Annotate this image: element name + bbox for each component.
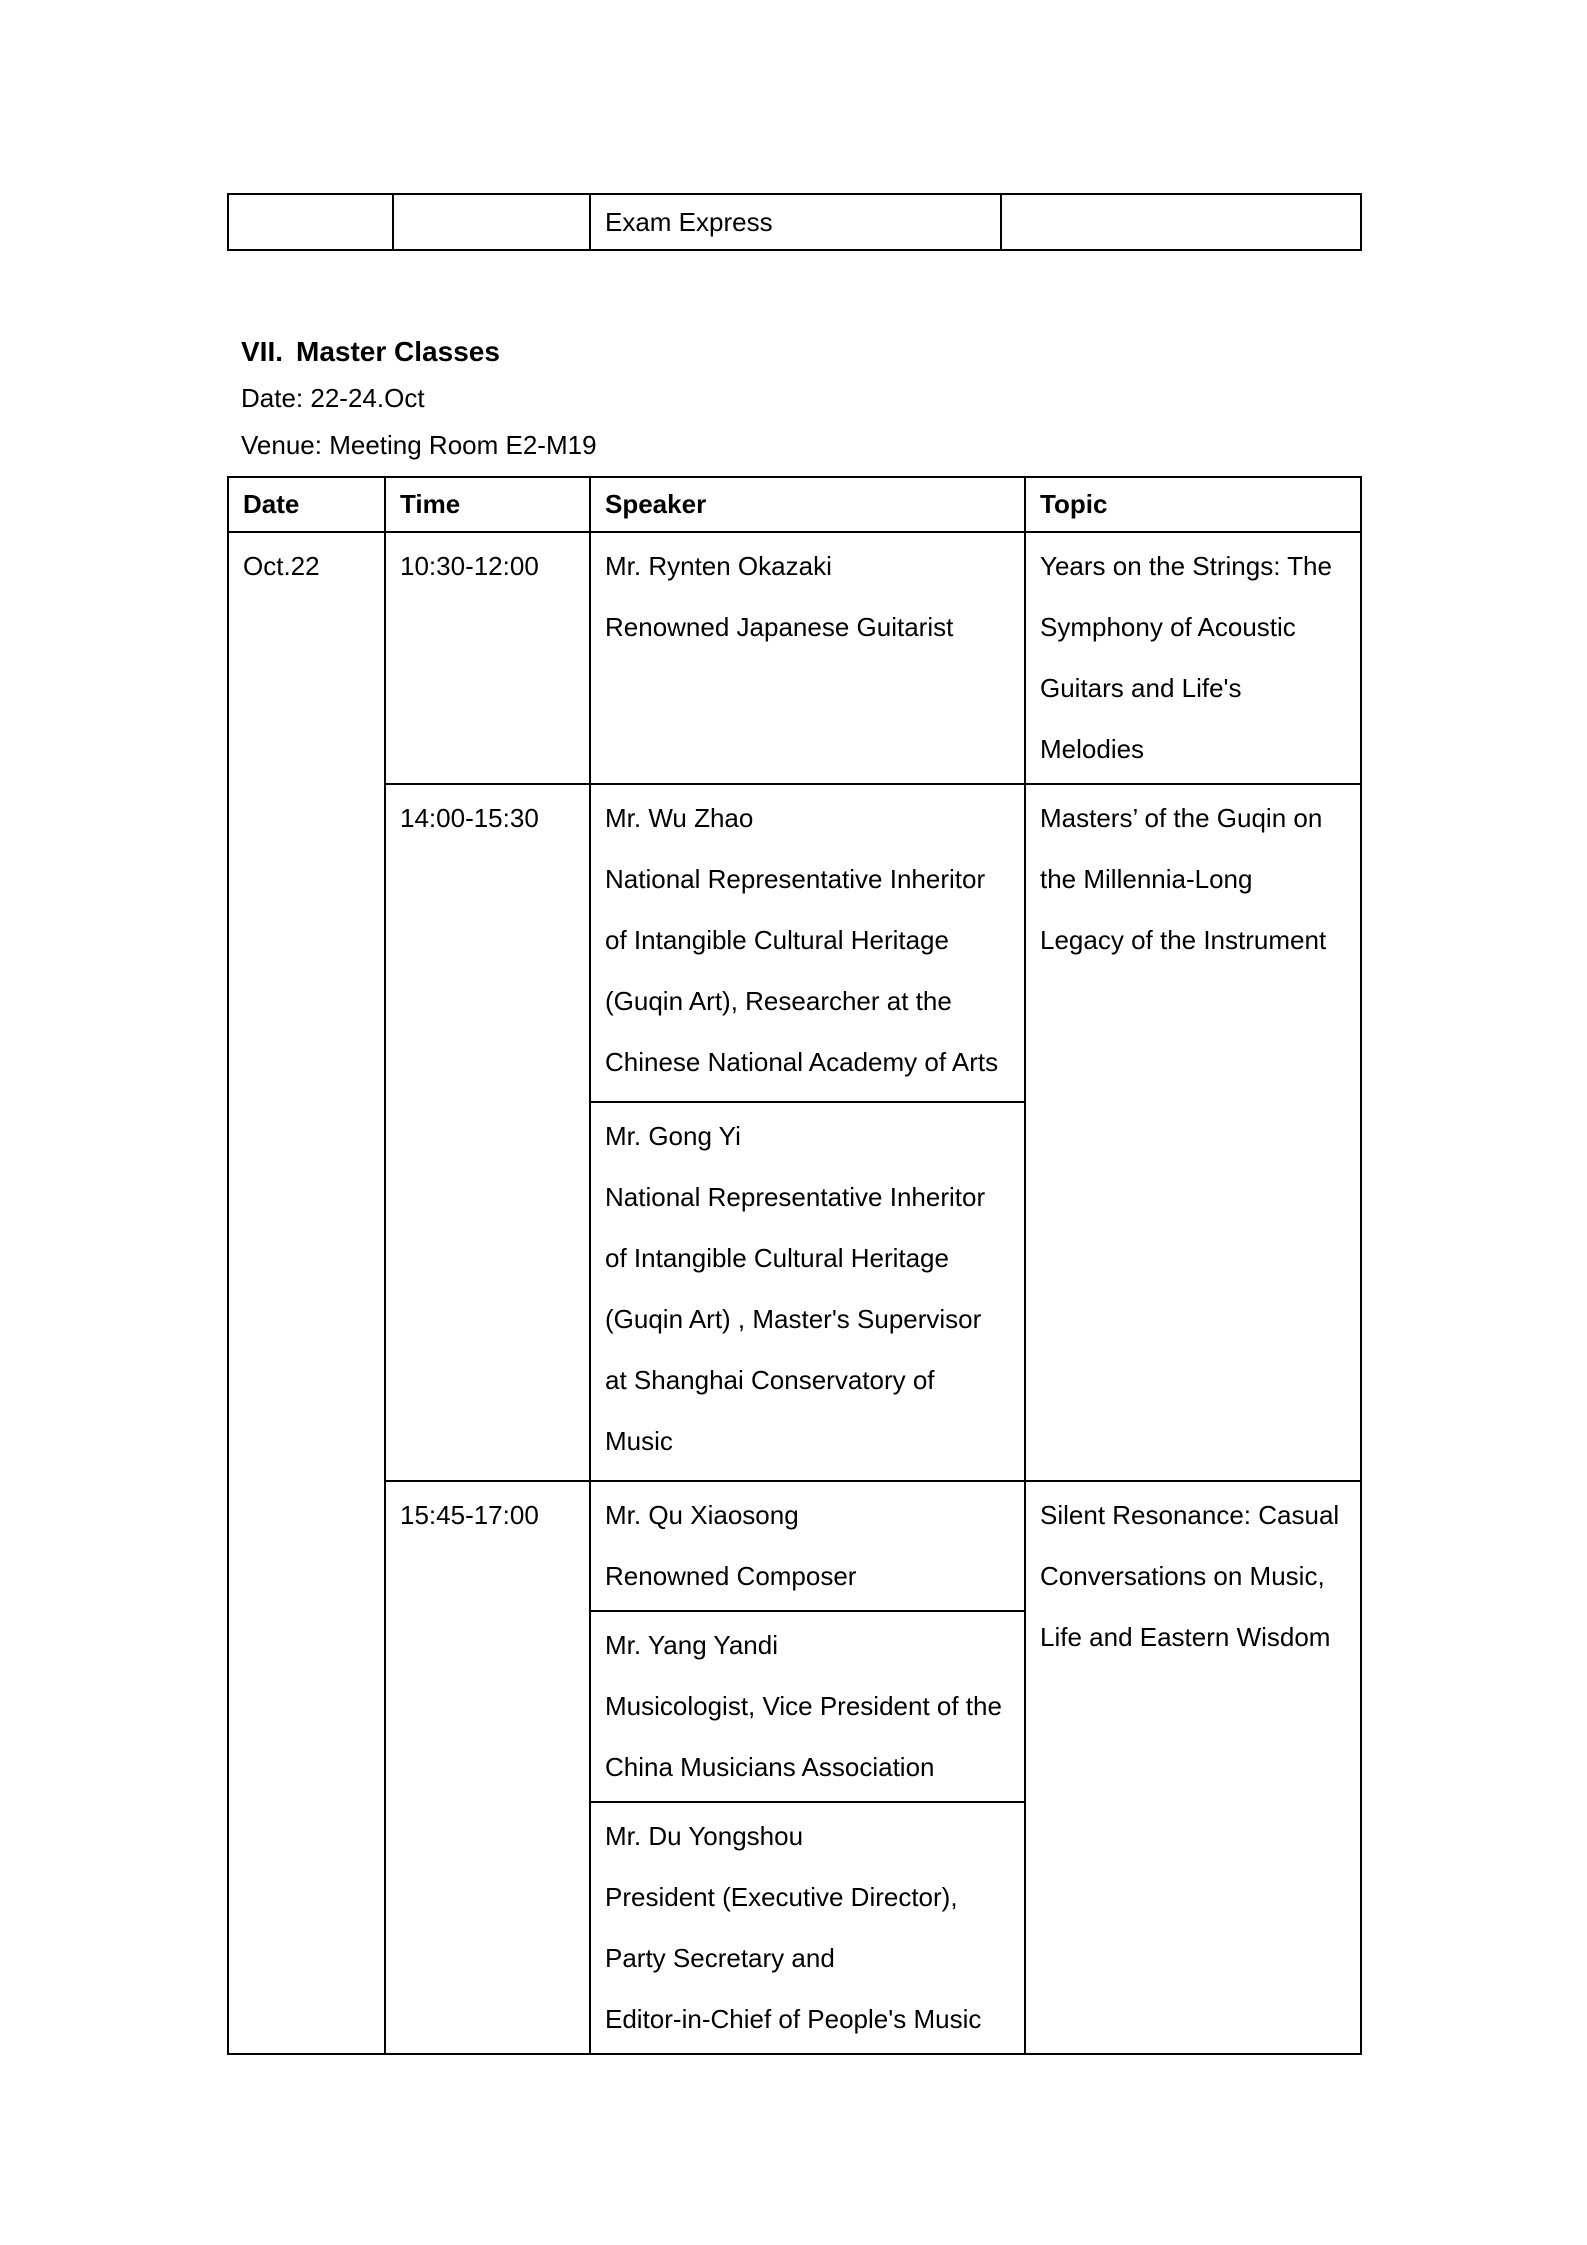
speaker-name: Mr. Gong Yi <box>605 1121 741 1151</box>
speaker-title-line: of Intangible Cultural Heritage <box>605 1243 949 1273</box>
topic-line: Legacy of the Instrument <box>1040 925 1327 955</box>
continuation-row <box>228 194 1361 250</box>
speaker-name: Mr. Qu Xiaosong <box>605 1500 799 1530</box>
speaker-title-line: at Shanghai Conservatory of <box>605 1365 935 1395</box>
topic-line: Masters’ of the Guqin on <box>1040 803 1323 833</box>
section-heading <box>241 328 597 375</box>
speaker-title-line: National Representative Inheritor <box>605 864 986 894</box>
continuation-table <box>227 193 1362 251</box>
topic-line: Melodies <box>1040 734 1145 764</box>
speaker-name: Mr. Du Yongshou <box>605 1821 804 1851</box>
time-value: 10:30-12:00 <box>400 551 539 581</box>
speaker-title-line: Editor-in-Chief of People's Music <box>605 2004 982 2034</box>
speaker-cell <box>590 1611 1025 1802</box>
topic-line: the Millennia-Long <box>1040 864 1253 894</box>
session-1-row <box>228 532 1361 784</box>
speaker-cell <box>590 532 1025 784</box>
section-title: Master Classes <box>296 336 500 367</box>
time-cell <box>385 1481 590 2054</box>
speaker-title-line: Renowned Composer <box>605 1561 857 1591</box>
topic-cell <box>1025 532 1361 784</box>
speaker-name: Mr. Wu Zhao <box>605 803 754 833</box>
cont-cell-2 <box>393 194 590 250</box>
cont-cell-1 <box>228 194 393 250</box>
speaker-title-line: Renowned Japanese Guitarist <box>605 612 954 642</box>
speaker-title-line: Chinese National Academy of Arts <box>605 1047 999 1077</box>
topic-line: Conversations on Music, <box>1040 1561 1325 1591</box>
date-cell <box>228 532 385 2054</box>
topic-line: Years on the Strings: The <box>1040 551 1332 581</box>
topic-line: Symphony of Acoustic <box>1040 612 1296 642</box>
speaker-name: Mr. Yang Yandi <box>605 1630 778 1660</box>
col-header-speaker: Speaker <box>590 477 1025 532</box>
speaker-title-line: (Guqin Art) , Master's Supervisor <box>605 1304 982 1334</box>
time-cell <box>385 532 590 784</box>
speaker-cell <box>590 1102 1025 1481</box>
time-value: 15:45-17:00 <box>400 1500 539 1530</box>
date-value: Oct.22 <box>243 551 320 581</box>
col-header-date: Date <box>228 477 385 532</box>
speaker-title-line: China Musicians Association <box>605 1752 935 1782</box>
schedule-header-row <box>228 477 1361 532</box>
speaker-name: Mr. Rynten Okazaki <box>605 551 832 581</box>
topic-cell <box>1025 1481 1361 2054</box>
col-header-time: Time <box>385 477 590 532</box>
speaker-title-line: National Representative Inheritor <box>605 1182 986 1212</box>
speaker-title-line: Musicologist, Vice President of the <box>605 1691 1002 1721</box>
speaker-cell <box>590 784 1025 1102</box>
time-cell <box>385 784 590 1481</box>
session-3-row-a <box>228 1481 1361 1611</box>
section-number: VII. <box>241 336 284 367</box>
speaker-title-line: of Intangible Cultural Heritage <box>605 925 949 955</box>
speaker-title-line: Party Secretary and <box>605 1943 835 1973</box>
section-block <box>241 328 597 469</box>
speaker-cell <box>590 1802 1025 2054</box>
topic-line: Silent Resonance: Casual <box>1040 1500 1340 1530</box>
cont-cell-4 <box>1001 194 1361 250</box>
speaker-title-line: (Guqin Art), Researcher at the <box>605 986 952 1016</box>
schedule-table <box>227 476 1362 2055</box>
topic-line: Guitars and Life's <box>1040 673 1242 703</box>
venue-line: Venue: Meeting Room E2-M19 <box>241 430 597 460</box>
speaker-title-line: Music <box>605 1426 673 1456</box>
topic-line: Life and Eastern Wisdom <box>1040 1622 1331 1652</box>
time-value: 14:00-15:30 <box>400 803 539 833</box>
topic-cell <box>1025 784 1361 1481</box>
speaker-cell <box>590 1481 1025 1611</box>
exam-express-cell: Exam Express <box>590 194 1001 250</box>
session-2-row-a <box>228 784 1361 1102</box>
col-header-topic: Topic <box>1025 477 1361 532</box>
date-line: Date: 22-24.Oct <box>241 383 425 413</box>
speaker-title-line: President (Executive Director), <box>605 1882 958 1912</box>
